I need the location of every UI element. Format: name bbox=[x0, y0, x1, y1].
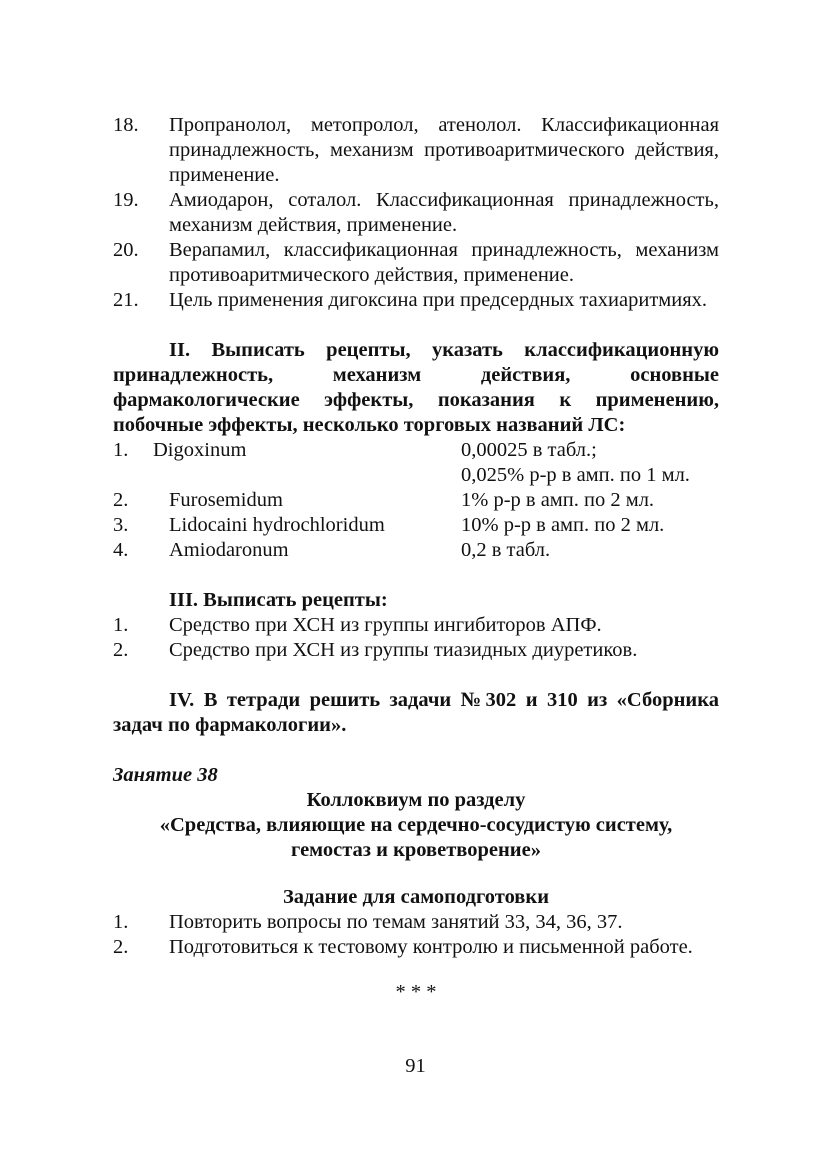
lesson-label: Занятие 38 bbox=[113, 764, 218, 786]
item-number: 21. bbox=[113, 289, 139, 311]
item-text: Средство при ХСН из группы тиазидных диуретиков. bbox=[169, 639, 638, 661]
item-text: Верапамил, классификационная принадлежность, механизм противоаритмического действия, применение. bbox=[169, 239, 719, 286]
list-item bbox=[113, 638, 719, 663]
item-text: Цель применения дигоксина при предсердных тахиаритмиях. bbox=[169, 289, 708, 311]
item-number: 2. bbox=[113, 639, 129, 661]
drug-dose: 0,025% р-р в амп. по 1 мл. bbox=[461, 464, 690, 486]
drug-dose: 0,00025 в табл.; bbox=[461, 439, 597, 461]
drug-name: Digoxinum bbox=[153, 439, 247, 461]
section-heading: IV. В тетради решить задачи №302 и 310 из «Сборника задач по фармакологии». bbox=[113, 689, 719, 736]
section-heading: II. Выписать рецепты, указать классификационную принадлежность, механизм действия, основные фармакологические эффекты, показания к применению, побочные эффекты, несколько торговых названий ЛС: bbox=[113, 339, 719, 436]
list-item bbox=[113, 288, 719, 313]
section-separator: * * * bbox=[395, 981, 437, 1003]
item-number: 2. bbox=[113, 936, 129, 958]
list-item bbox=[113, 910, 719, 935]
list-item bbox=[113, 113, 719, 188]
page-number: 91 bbox=[405, 1055, 426, 1077]
section-heading: III. Выписать рецепты: bbox=[169, 589, 388, 611]
list-item bbox=[113, 188, 719, 238]
drug-name: Amiodaronum bbox=[169, 539, 289, 561]
list-item bbox=[113, 238, 719, 288]
drug-dose: 10% р-р в амп. по 2 мл. bbox=[461, 514, 665, 536]
prescription-row bbox=[113, 438, 719, 463]
item-number: 2. bbox=[113, 489, 129, 511]
drug-name: Furosemidum bbox=[169, 489, 283, 511]
item-number: 3. bbox=[113, 514, 129, 536]
item-number: 1. bbox=[113, 911, 129, 933]
item-text: Повторить вопросы по темам занятий 33, 34, 36, 37. bbox=[169, 911, 623, 933]
item-number: 18. bbox=[113, 114, 139, 136]
list-item bbox=[113, 613, 719, 638]
drug-dose: 1% р-р в амп. по 2 мл. bbox=[461, 489, 655, 511]
item-text: Пропранолол, метопролол, атенолол. Классификационная принадлежность, механизм противоаритмического действия, применение. bbox=[169, 114, 719, 186]
prescription-row bbox=[113, 488, 719, 513]
task-heading: Задание для самоподготовки bbox=[282, 886, 550, 908]
lesson-title: гемостаз и кроветворение» bbox=[291, 839, 541, 861]
item-number: 4. bbox=[113, 539, 129, 561]
item-number: 1. bbox=[113, 614, 129, 636]
lesson-title: «Средства, влияющие на сердечно-сосудистую систему, bbox=[159, 814, 673, 836]
item-number: 1. bbox=[113, 439, 129, 461]
item-text: Средство при ХСН из группы ингибиторов АПФ. bbox=[169, 614, 602, 636]
item-text: Подготовиться к тестовому контролю и письменной работе. bbox=[169, 936, 693, 958]
item-text: Амиодарон, соталол. Классификационная принадлежность, механизм действия, применение. bbox=[169, 189, 719, 236]
prescription-row bbox=[113, 513, 719, 538]
item-number: 20. bbox=[113, 239, 139, 261]
prescription-row bbox=[113, 463, 719, 488]
drug-dose: 0,2 в табл. bbox=[461, 539, 551, 561]
lesson-title: Коллоквиум по разделу bbox=[306, 789, 526, 811]
item-number: 19. bbox=[113, 189, 139, 211]
prescription-row bbox=[113, 538, 719, 563]
drug-name: Lidocaini hydrochloridum bbox=[169, 514, 385, 536]
list-item bbox=[113, 935, 719, 960]
page-content bbox=[113, 113, 719, 1005]
